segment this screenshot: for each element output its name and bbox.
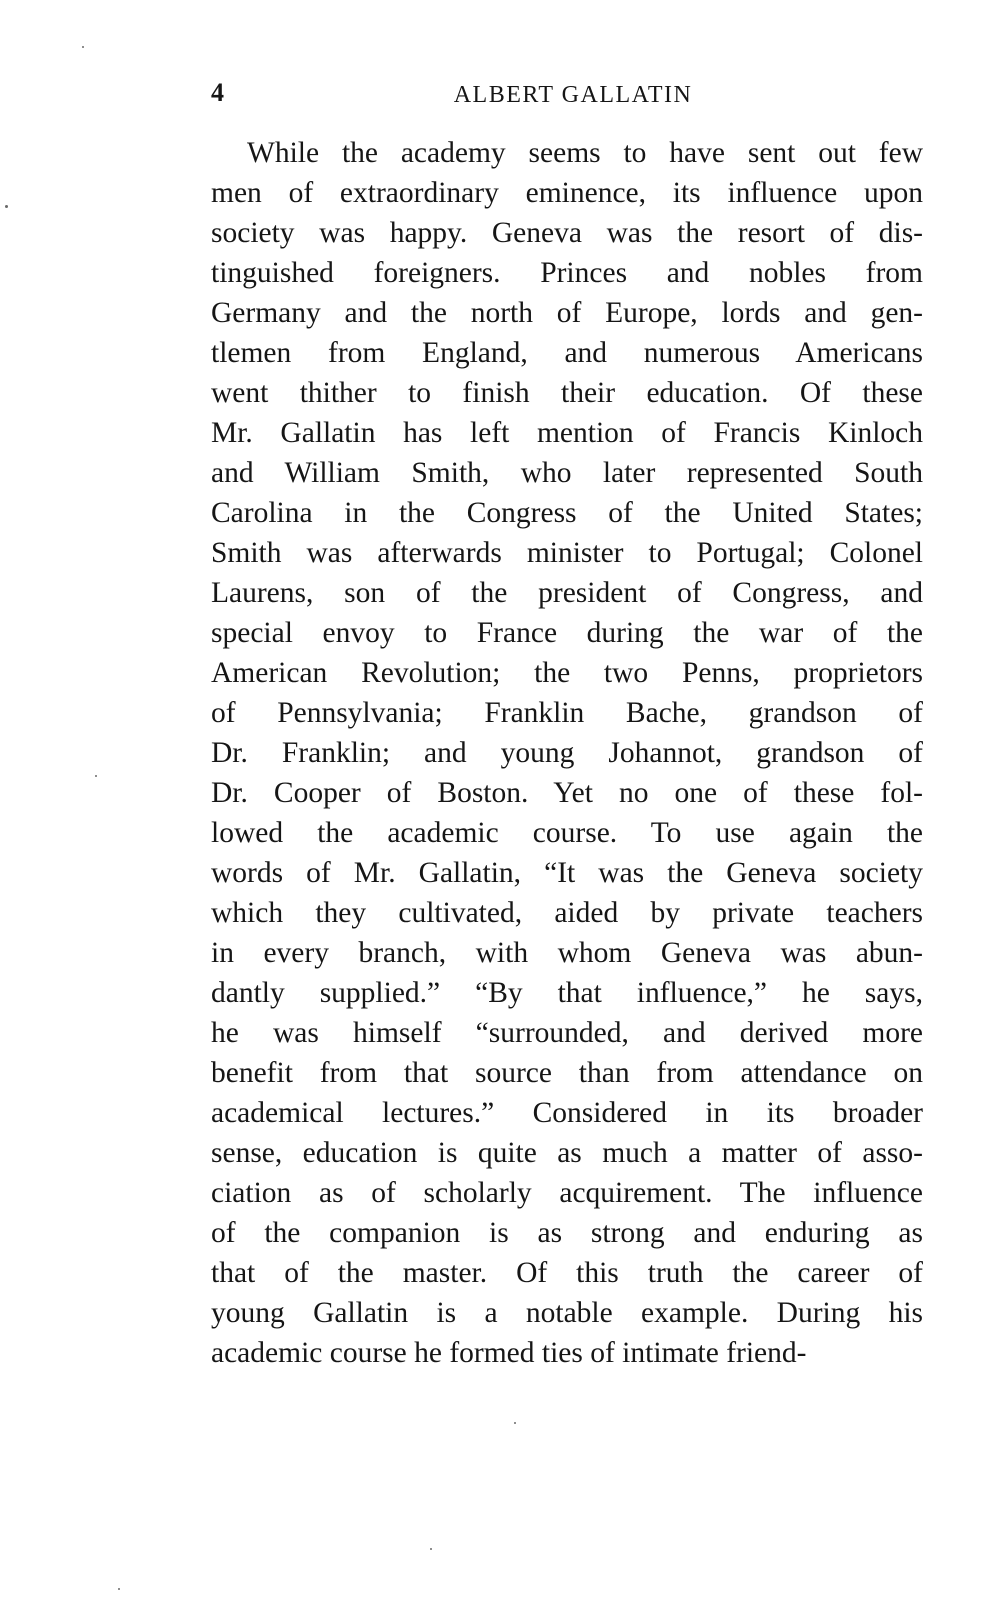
text-line: Carolina in the Congress of the United States; — [211, 497, 923, 529]
text-line: tlemen from England, and numerous Americans — [211, 337, 923, 369]
text-line: tinguished foreigners. Princes and nobles from — [211, 257, 923, 289]
text-line: dantly supplied.” “By that influence,” he says, — [211, 977, 923, 1009]
text-line: Dr. Cooper of Boston. Yet no one of these fol- — [211, 777, 923, 809]
page-number: 4 — [211, 78, 224, 107]
text-line: that of the master. Of this truth the career of — [211, 1257, 923, 1289]
text-line: ciation as of scholarly acquirement. The influence — [211, 1177, 923, 1209]
text-line: American Revolution; the two Penns, proprietors — [211, 657, 923, 689]
scan-speck — [118, 1588, 120, 1590]
text-line: and William Smith, who later represented South — [211, 457, 923, 489]
text-line: benefit from that source than from attendance on — [211, 1057, 923, 1089]
scan-speck — [430, 1548, 432, 1550]
text-line: he was himself “surrounded, and derived more — [211, 1017, 923, 1049]
body-text — [211, 133, 923, 1373]
text-line: in every branch, with whom Geneva was abun- — [211, 937, 923, 969]
text-line: academic course he formed ties of intimate friend- — [211, 1337, 807, 1369]
text-line: society was happy. Geneva was the resort of dis- — [211, 217, 923, 249]
text-line: Smith was afterwards minister to Portugal; Colonel — [211, 537, 923, 569]
scan-speck — [514, 1422, 516, 1424]
text-line: words of Mr. Gallatin, “It was the Geneva society — [211, 857, 923, 889]
text-line: men of extraordinary eminence, its influence upon — [211, 177, 923, 209]
text-line: special envoy to France during the war of the — [211, 617, 923, 649]
text-line: While the academy seems to have sent out few — [247, 137, 923, 169]
text-line: Laurens, son of the president of Congress, and — [211, 577, 923, 609]
scan-speck — [82, 46, 84, 48]
text-line: went thither to finish their education. Of these — [211, 377, 923, 409]
text-line: Germany and the north of Europe, lords and gen- — [211, 297, 923, 329]
text-line: which they cultivated, aided by private teachers — [211, 897, 923, 929]
text-line: Dr. Franklin; and young Johannot, grandson of — [211, 737, 923, 769]
text-line: lowed the academic course. To use again the — [211, 817, 923, 849]
scan-speck — [95, 775, 97, 777]
text-line: Mr. Gallatin has left mention of Francis Kinloch — [211, 417, 923, 449]
text-line: sense, education is quite as much a matter of asso- — [211, 1137, 923, 1169]
running-head: ALBERT GALLATIN — [453, 82, 693, 108]
text-line: academical lectures.” Considered in its broader — [211, 1097, 923, 1129]
text-line: of Pennsylvania; Franklin Bache, grandson of — [211, 697, 923, 729]
text-line: young Gallatin is a notable example. During his — [211, 1297, 923, 1329]
text-line: of the companion is as strong and enduring as — [211, 1217, 923, 1249]
scan-speck — [5, 205, 8, 208]
